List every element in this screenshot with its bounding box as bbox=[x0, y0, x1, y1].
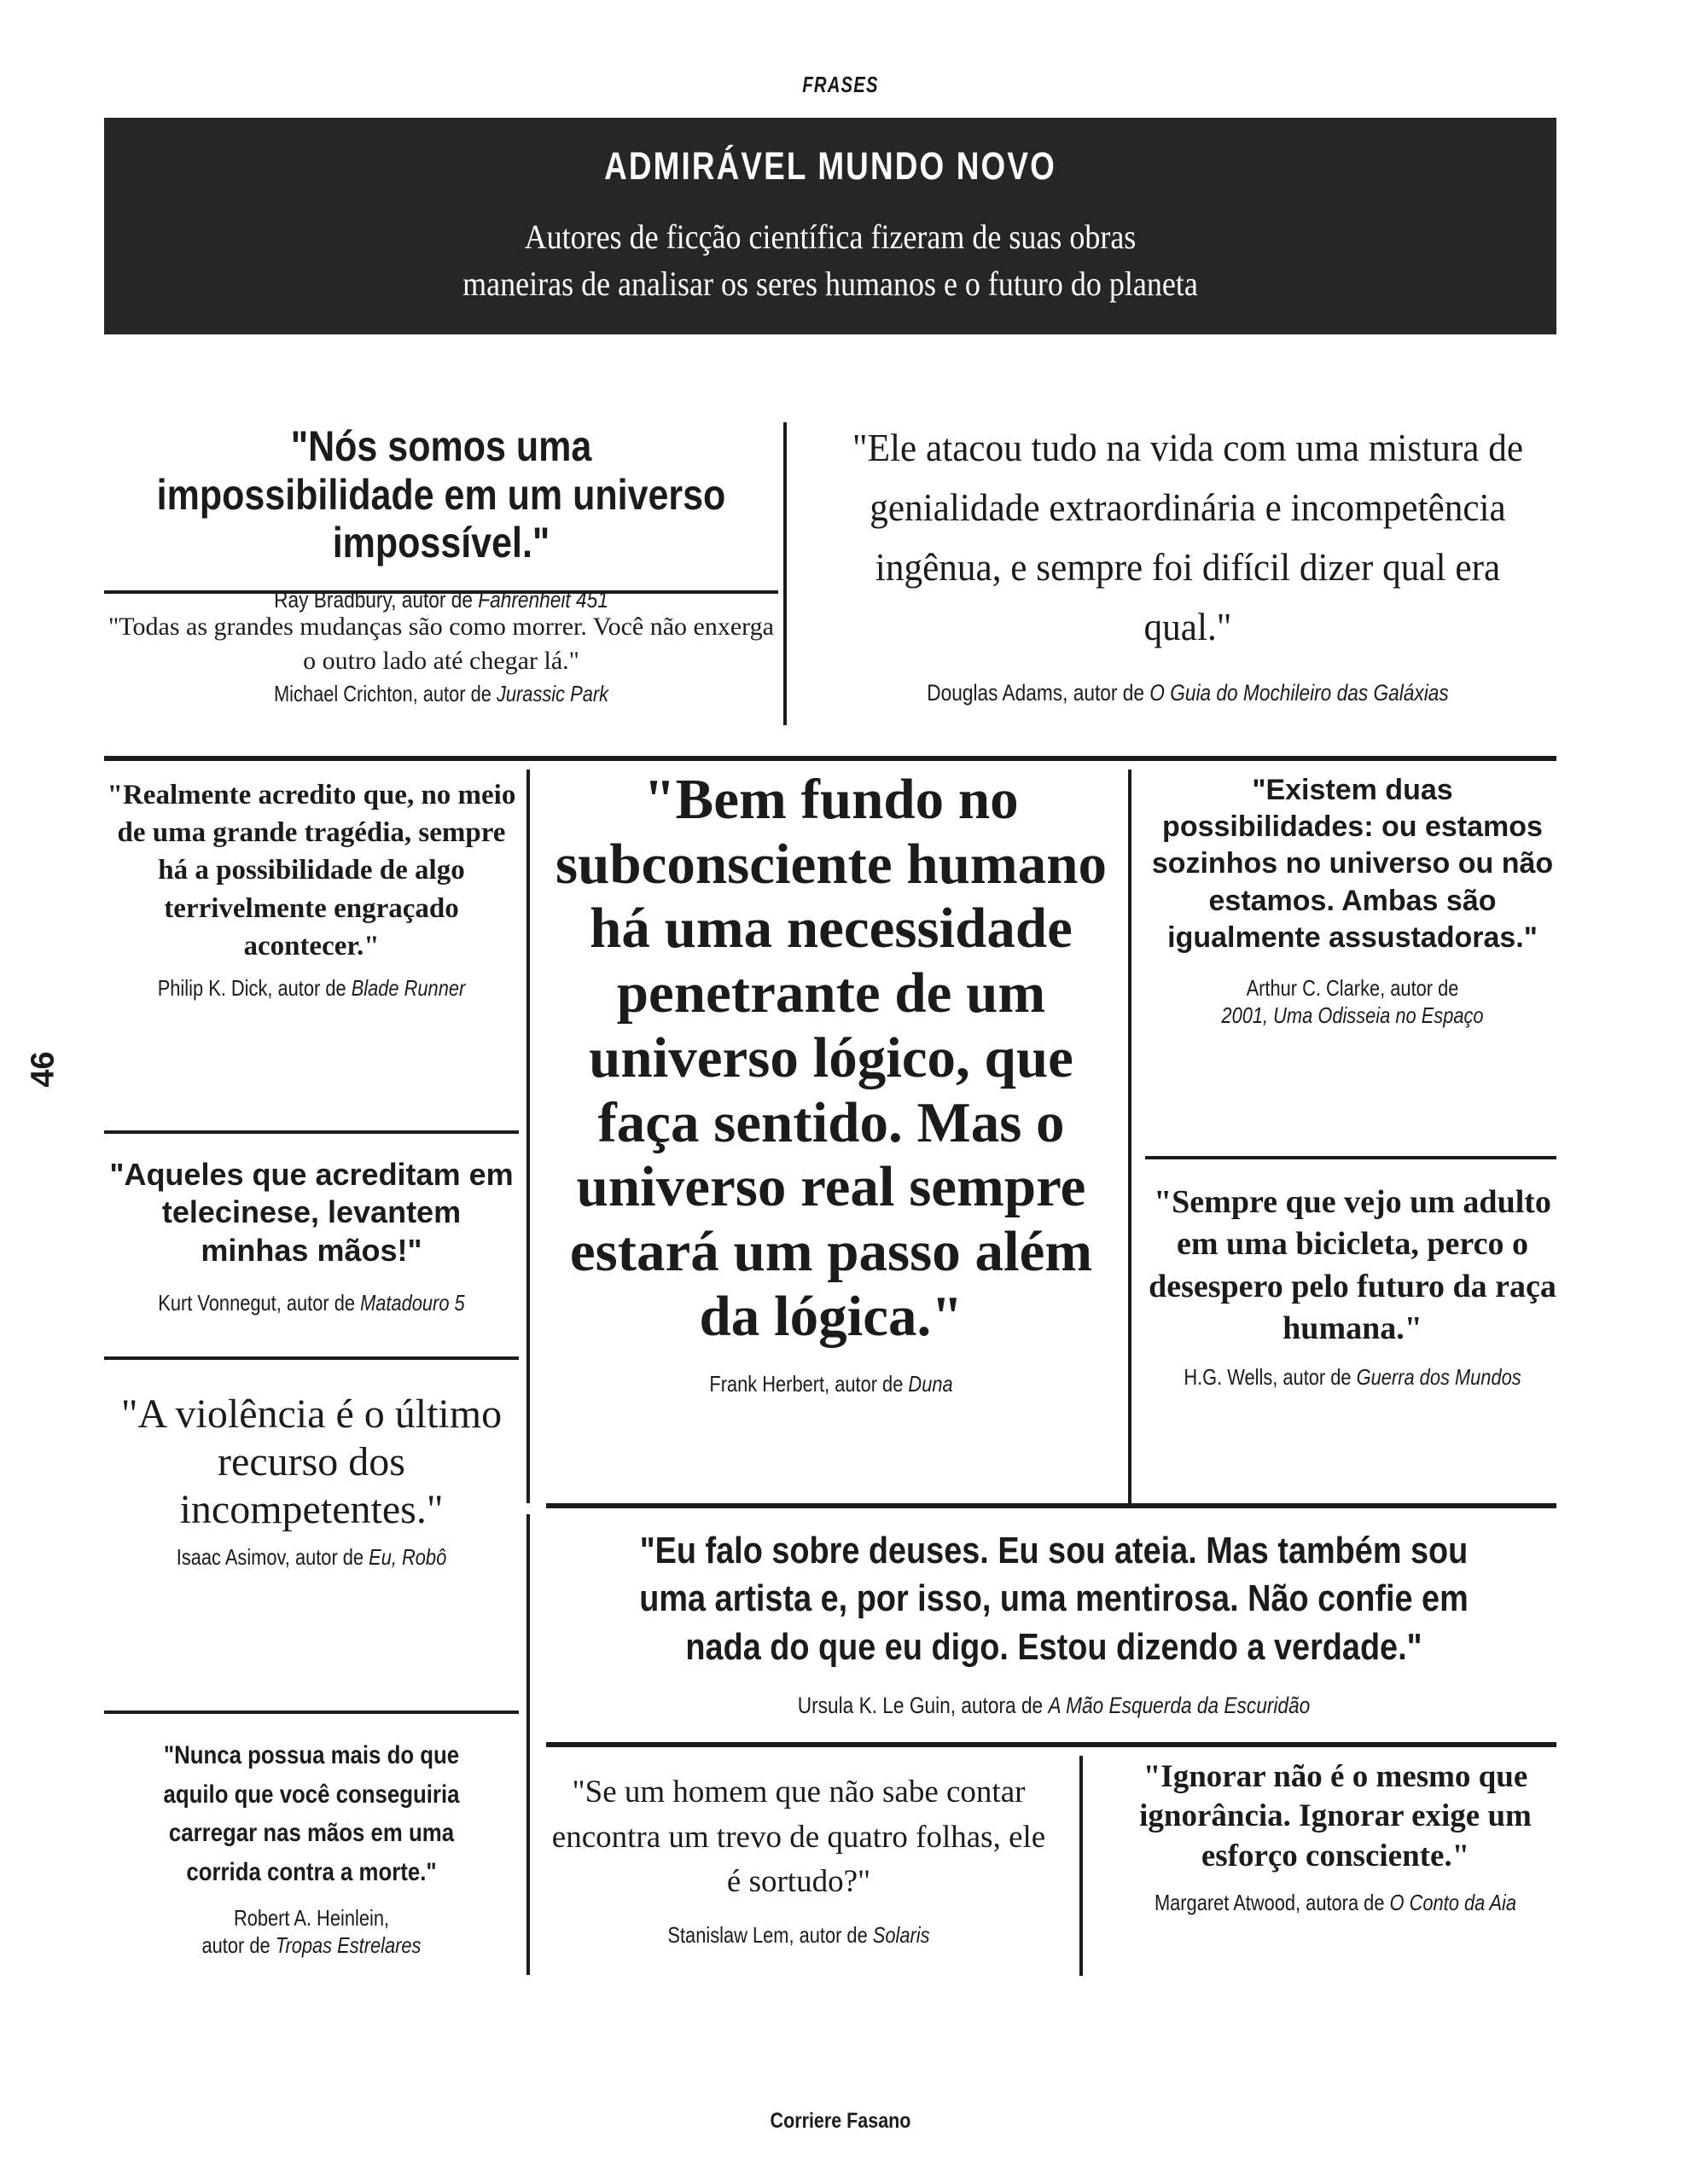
quote-attribution bbox=[137, 1544, 486, 1571]
attribution-author-line-2 bbox=[137, 1932, 486, 1960]
quote-clarke bbox=[1145, 772, 1560, 1029]
quote-attribution bbox=[1145, 1890, 1525, 1917]
attribution-work: Blade Runner bbox=[351, 975, 466, 1002]
divider-vertical-left-center bbox=[526, 770, 530, 1503]
page-number: 46 bbox=[25, 1051, 61, 1088]
attribution-author: Stanislaw Lem, autor de bbox=[667, 1921, 873, 1948]
quote-bradbury bbox=[104, 422, 778, 613]
attribution-author-prefix: autor de bbox=[201, 1932, 276, 1959]
attribution-work: Eu, Robô bbox=[369, 1544, 447, 1571]
divider-horizontal-asimov-heinlein bbox=[104, 1711, 519, 1714]
section-kicker: FRASES bbox=[802, 72, 879, 97]
divider-horizontal-dick-vonnegut bbox=[104, 1130, 519, 1134]
quote-text: "Eu falo sobre deuses. Eu sou ateia. Mas também sou uma artista e, por isso, uma mentirosa. Não confie em nada do que eu digo. Estou dizendo a verdade." bbox=[639, 1530, 1469, 1668]
quote-text: "Se um homem que não sabe contar encontra um trevo de quatro folhas, ele é sortudo?" bbox=[551, 1774, 1046, 1900]
quote-crichton bbox=[104, 610, 778, 708]
attribution-work: Guerra dos Mundos bbox=[1356, 1363, 1521, 1390]
quote-attribution bbox=[631, 1692, 1476, 1720]
quote-text: "Bem fundo no subconsciente humano há uma necessidade penetrante de um universo lógico, que faça sentido. Mas o universo real sempre estará um passo além da lógica." bbox=[555, 768, 1107, 1348]
divider-horizontal-vonnegut-asimov bbox=[104, 1356, 519, 1360]
quote-lem bbox=[551, 1770, 1046, 1949]
attribution-work: Jurassic Park bbox=[496, 681, 609, 707]
divider-vertical-lem-atwood bbox=[1079, 1756, 1083, 1976]
attribution-author: H.G. Wells, autor de bbox=[1184, 1363, 1357, 1390]
quote-vonnegut bbox=[104, 1156, 519, 1317]
attribution-work: O Guia do Mochileiro das Galáxias bbox=[1149, 679, 1449, 706]
attribution-work: Solaris bbox=[872, 1921, 930, 1948]
quote-text: "A violência é o último recurso dos incompetentes." bbox=[120, 1391, 503, 1533]
divider-horizontal-row1-row2 bbox=[104, 756, 1556, 761]
attribution-author: Frank Herbert, autor de bbox=[709, 1371, 909, 1397]
attribution-work: Matadouro 5 bbox=[360, 1289, 465, 1316]
quote-wells bbox=[1145, 1182, 1560, 1391]
quote-atwood bbox=[1109, 1757, 1562, 1916]
attribution-author: Michael Crichton, autor de bbox=[273, 681, 497, 707]
quote-asimov bbox=[104, 1391, 519, 1571]
article-title: ADMIRÁVEL MUNDO NOVO bbox=[604, 144, 1056, 188]
attribution-work: Tropas Estrelares bbox=[275, 1932, 422, 1959]
divider-horizontal-clarke-wells bbox=[1145, 1156, 1556, 1159]
quote-text: "Realmente acredito que, no meio de uma grande tragédia, sempre há a possibilidade de algo terrivelmente engraçado acontecer." bbox=[107, 780, 516, 961]
attribution-author: Margaret Atwood, autora de bbox=[1154, 1889, 1390, 1915]
quote-text: "Ele atacou tudo na vida com uma mistura de genialidade extraordinária e incompetência ingênua, e sempre foi difícil dizer qual era qual." bbox=[852, 426, 1524, 648]
quote-text: "Aqueles que acreditam em telecinese, levantem minhas mãos!" bbox=[109, 1157, 514, 1268]
quote-text: "Todas as grandes mudanças são como morrer. Você não enxerga o outro lado até chegar lá." bbox=[108, 613, 774, 675]
divider-vertical-center-right bbox=[1128, 770, 1131, 1503]
attribution-author: Philip K. Dick, autor de bbox=[157, 975, 352, 1002]
divider-vertical-row1 bbox=[783, 422, 787, 725]
quote-text: "Existem duas possibilidades: ou estamos sozinhos no universo ou não estamos. Ambas são igualmente assustadoras." bbox=[1151, 774, 1554, 954]
quote-adams bbox=[819, 418, 1556, 707]
attribution-work: O Conto da Aia bbox=[1389, 1889, 1517, 1915]
attribution-author: Douglas Adams, autor de bbox=[927, 679, 1150, 706]
article-header-banner bbox=[104, 118, 1556, 334]
quote-attribution bbox=[158, 681, 724, 708]
quote-heinlein bbox=[104, 1736, 519, 1960]
divider-vertical-left-bottom bbox=[526, 1514, 530, 1975]
attribution-author: Kurt Vonnegut, autor de bbox=[158, 1289, 361, 1316]
quote-attribution bbox=[878, 679, 1498, 707]
quote-attribution bbox=[137, 1905, 486, 1959]
quote-attribution bbox=[1178, 1364, 1527, 1391]
attribution-author: Ray Bradbury, autor de bbox=[274, 586, 479, 613]
quote-dick bbox=[104, 776, 519, 1002]
quote-herbert bbox=[546, 768, 1116, 1398]
attribution-author: Isaac Asimov, autor de bbox=[176, 1544, 369, 1571]
attribution-author: Arthur C. Clarke, autor de bbox=[1246, 974, 1459, 1001]
attribution-work: A Mão Esquerda da Escuridão bbox=[1048, 1692, 1311, 1718]
quote-leguin bbox=[551, 1527, 1556, 1720]
attribution-work: 2001, Uma Odisseia no Espaço bbox=[1221, 1002, 1484, 1028]
divider-horizontal-row2-leguin bbox=[546, 1503, 1556, 1508]
attribution-author: Robert A. Heinlein, bbox=[233, 1905, 390, 1931]
attribution-author: Ursula K. Le Guin, autora de bbox=[797, 1692, 1049, 1718]
quote-text: "Ignorar não é o mesmo que ignorância. Ignorar exige um esforço consciente." bbox=[1139, 1759, 1532, 1873]
article-subtitle-line-1: Autores de ficção científica fizeram de suas obras bbox=[524, 217, 1137, 256]
article-subtitle-line-2: maneiras de analisar os seres humanos e o futuro do planeta bbox=[462, 264, 1198, 303]
publication-footer: Corriere Fasano bbox=[770, 2109, 911, 2133]
article-subtitle bbox=[177, 213, 1484, 307]
quote-attribution bbox=[591, 1371, 1070, 1398]
divider-horizontal-leguin-bottom bbox=[546, 1742, 1556, 1747]
quote-attribution bbox=[137, 1290, 486, 1317]
quote-attribution bbox=[590, 1922, 1006, 1949]
attribution-work: Duna bbox=[908, 1371, 953, 1397]
quote-attribution bbox=[137, 975, 486, 1002]
quote-attribution bbox=[1178, 975, 1527, 1029]
quote-text: "Nunca possua mais do que aquilo que você conseguiria carregar nas mãos em uma corrida contra a morte." bbox=[163, 1741, 460, 1886]
quote-text: "Nós somos uma impossibilidade em um universo impossível." bbox=[156, 422, 726, 566]
attribution-work: Fahrenheit 451 bbox=[478, 586, 608, 613]
quote-text: "Sempre que vejo um adulto em uma bicicleta, perco o desespero pelo futuro da raça humana." bbox=[1149, 1184, 1556, 1347]
